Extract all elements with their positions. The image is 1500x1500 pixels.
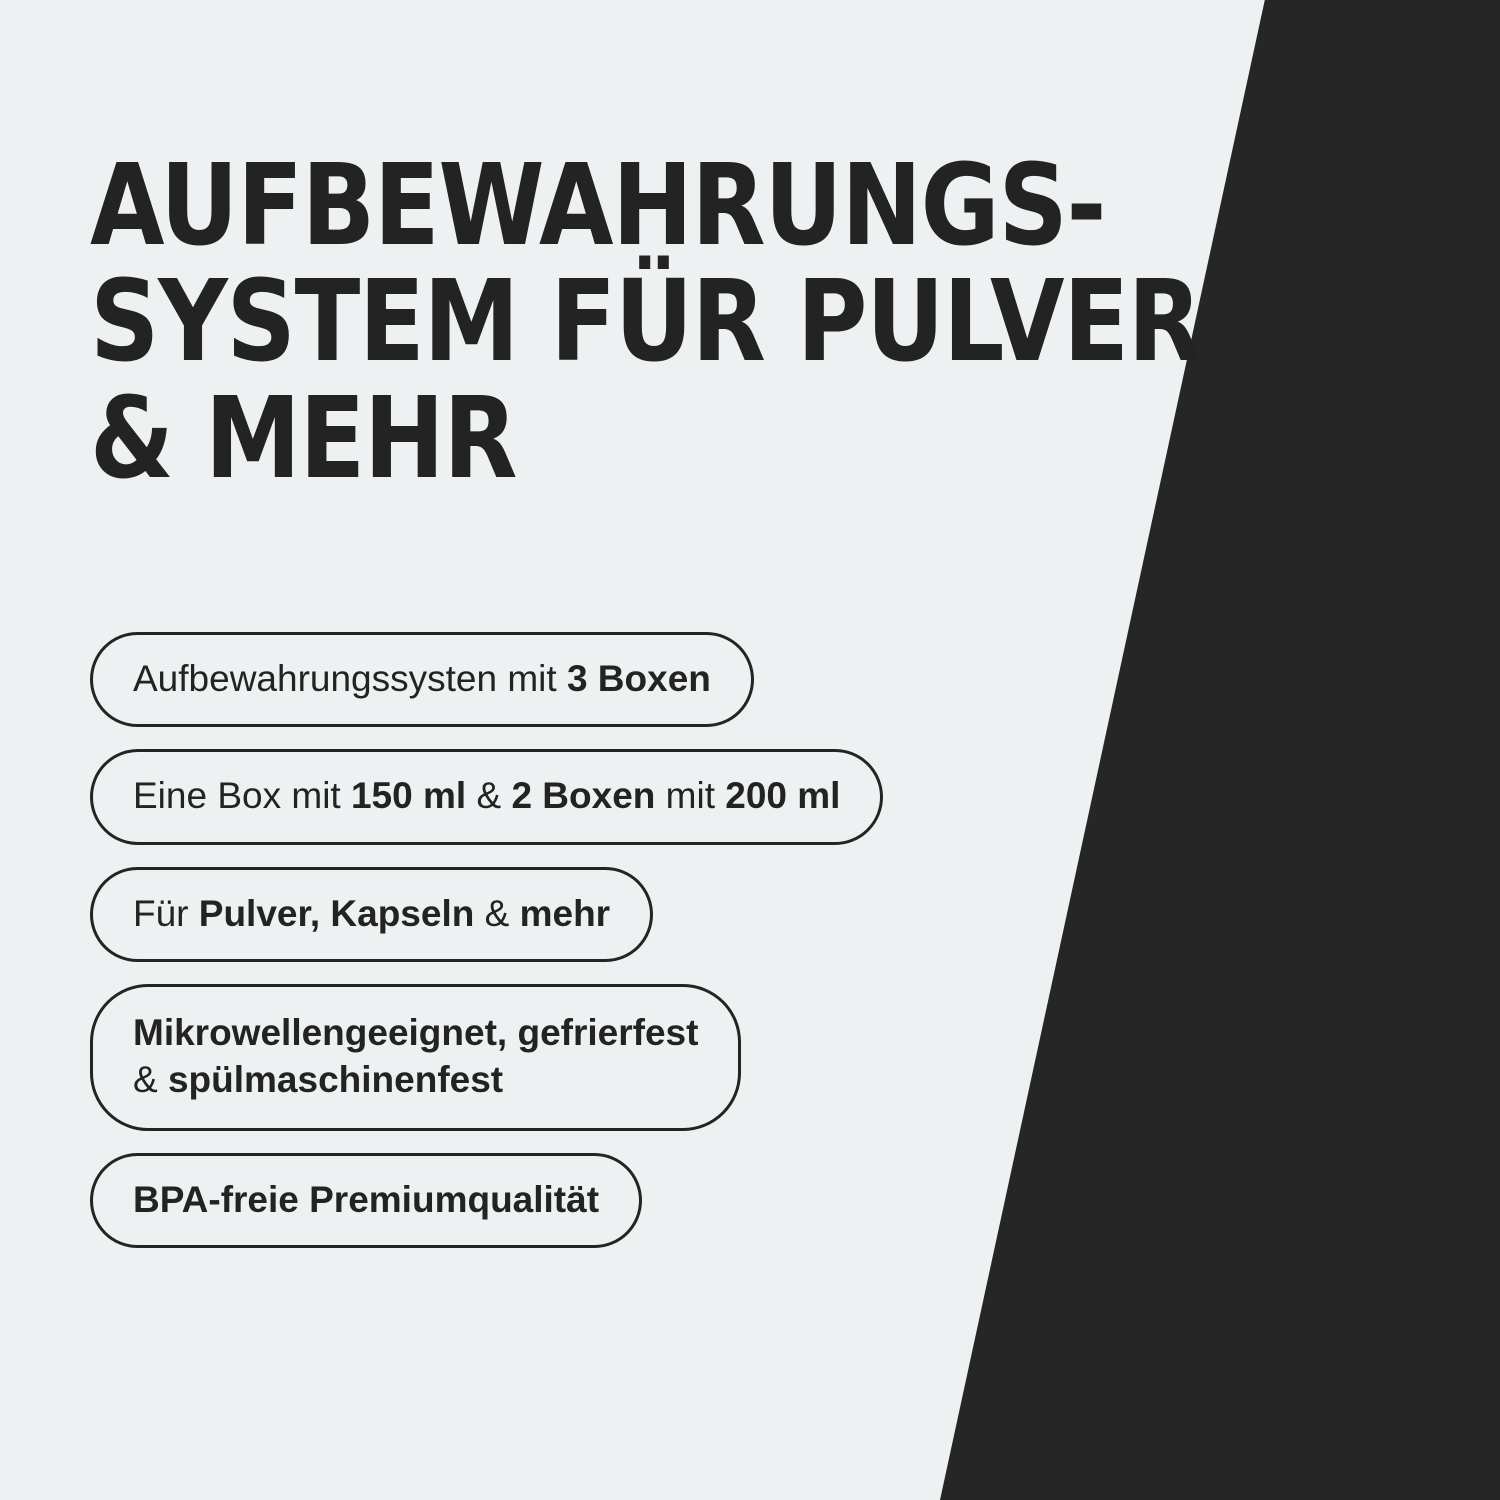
headline-line-1: AUFBEWAHRUNGS- bbox=[90, 141, 1106, 271]
poster-content bbox=[90, 0, 1210, 1500]
feature-text-emphasis: mehr bbox=[519, 892, 611, 934]
feature-text-part: & bbox=[474, 892, 520, 934]
feature-text-emphasis: 150 ml bbox=[350, 775, 467, 817]
feature-text-part: & bbox=[466, 775, 512, 817]
feature-text-emphasis: 200 ml bbox=[725, 775, 841, 817]
feature-text-part: Aufbewahrungssysten mit bbox=[133, 658, 567, 699]
feature-pill-boxes-count bbox=[90, 632, 754, 727]
feature-pill-contents bbox=[90, 867, 653, 962]
feature-line-2-emphasis: spülmaschinenfest bbox=[167, 1059, 504, 1101]
feature-pill-bpa-free bbox=[90, 1153, 642, 1248]
page-title bbox=[90, 141, 1201, 504]
feature-pill-appliance-safe bbox=[90, 984, 741, 1131]
feature-pill-box-volumes bbox=[90, 749, 883, 844]
feature-text-part: mit bbox=[655, 775, 726, 817]
feature-pill-list bbox=[90, 632, 1210, 1248]
feature-text-emphasis: 2 Boxen bbox=[511, 775, 656, 817]
feature-line-2-prefix: & bbox=[133, 1059, 168, 1101]
feature-text: BPA-freie Premiumqualität bbox=[133, 1178, 600, 1220]
feature-text-emphasis: 3 Boxen bbox=[566, 658, 711, 699]
feature-text-part: Für bbox=[133, 892, 199, 934]
headline-line-3: & MEHR bbox=[90, 373, 517, 504]
feature-text-part: Eine Box mit bbox=[133, 775, 351, 817]
feature-text-emphasis: Pulver, Kapseln bbox=[198, 892, 475, 934]
headline-line-2: SYSTEM FÜR PULVER bbox=[90, 257, 1201, 388]
feature-line-1: Mikrowellengeeignet, gefrierfest bbox=[133, 1012, 699, 1054]
